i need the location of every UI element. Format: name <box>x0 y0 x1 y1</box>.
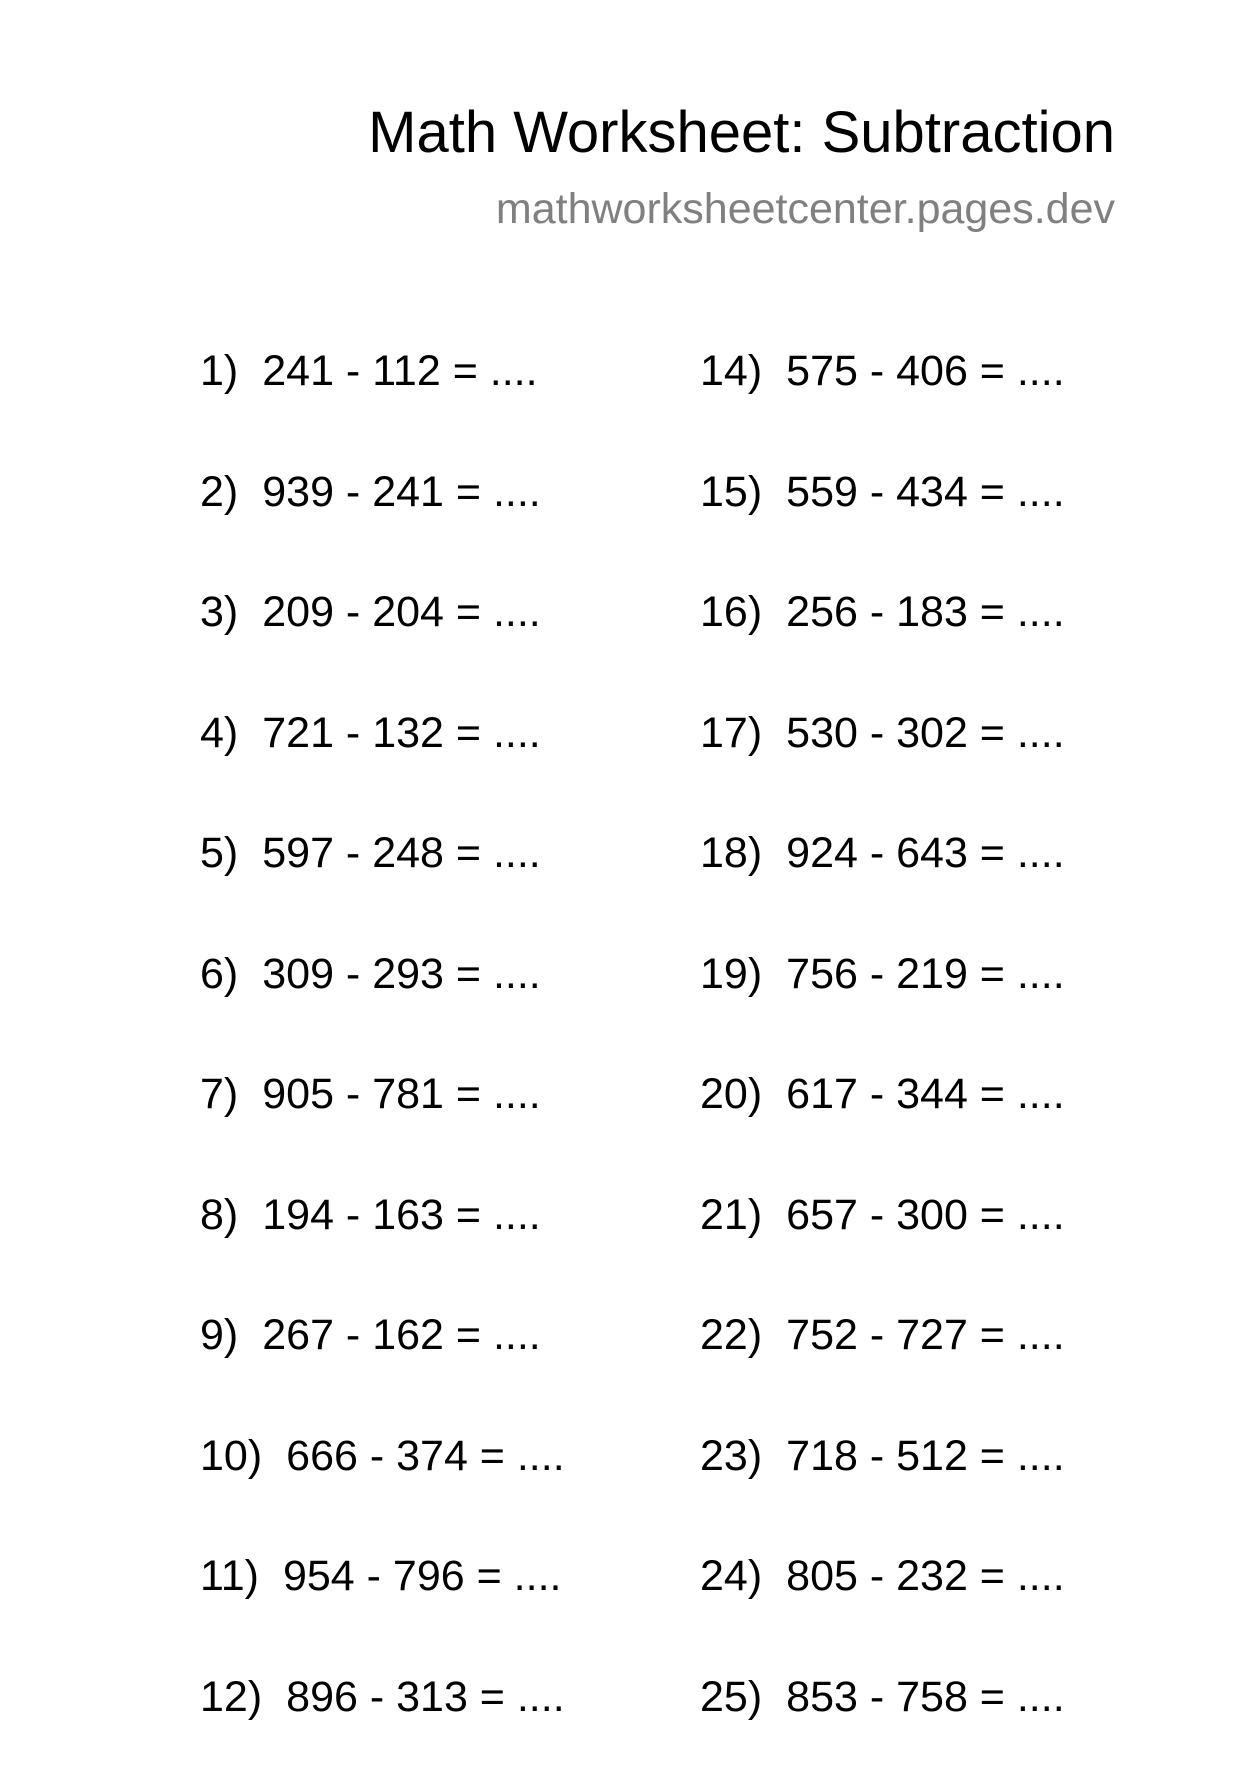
problem-expression: 721 - 132 = .... <box>262 709 541 757</box>
problem-expression: 666 - 374 = .... <box>286 1432 565 1480</box>
problem-item <box>700 1310 1220 1431</box>
problem-expression: 559 - 434 = .... <box>786 468 1065 516</box>
problem-number: 14) <box>700 346 762 396</box>
problem-item <box>200 467 720 588</box>
problem-column-left <box>200 346 720 1792</box>
problem-column-right <box>700 346 1220 1792</box>
problem-expression: 924 - 643 = .... <box>786 829 1065 877</box>
problem-expression: 241 - 112 = .... <box>262 347 537 395</box>
worksheet-header <box>368 98 1115 234</box>
problem-number: 16) <box>700 587 762 637</box>
problem-number: 7) <box>200 1069 238 1119</box>
problem-number: 22) <box>700 1310 762 1360</box>
problem-expression: 267 - 162 = .... <box>262 1311 541 1359</box>
problem-item <box>200 1190 720 1311</box>
problem-number: 25) <box>700 1672 762 1722</box>
problem-number: 6) <box>200 949 238 999</box>
problem-expression: 194 - 163 = .... <box>262 1191 541 1239</box>
problem-item <box>700 587 1220 708</box>
site-url: mathworksheetcenter.pages.dev <box>368 184 1115 234</box>
problem-item <box>200 1551 720 1672</box>
problem-number: 21) <box>700 1190 762 1240</box>
problem-item <box>200 708 720 829</box>
problem-expression: 530 - 302 = .... <box>786 709 1065 757</box>
problem-expression: 905 - 781 = .... <box>262 1070 541 1118</box>
problem-item <box>200 1672 720 1792</box>
problem-number: 9) <box>200 1310 238 1360</box>
problem-number: 3) <box>200 587 238 637</box>
problem-item <box>200 1431 720 1552</box>
problem-number: 11) <box>200 1551 259 1601</box>
problem-expression: 756 - 219 = .... <box>786 950 1065 998</box>
problem-number: 17) <box>700 708 762 758</box>
problem-expression: 657 - 300 = .... <box>786 1191 1065 1239</box>
problem-number: 2) <box>200 467 238 517</box>
problem-item <box>200 828 720 949</box>
problem-number: 20) <box>700 1069 762 1119</box>
problem-number: 5) <box>200 828 238 878</box>
problem-expression: 575 - 406 = .... <box>786 347 1065 395</box>
problem-item <box>700 1069 1220 1190</box>
problem-item <box>700 346 1220 467</box>
problem-number: 10) <box>200 1431 262 1481</box>
problem-expression: 597 - 248 = .... <box>262 829 541 877</box>
problem-item <box>700 949 1220 1070</box>
problem-expression: 209 - 204 = .... <box>262 588 541 636</box>
page-title: Math Worksheet: Subtraction <box>368 98 1115 168</box>
problem-item <box>700 1551 1220 1672</box>
problem-item <box>200 1069 720 1190</box>
problem-expression: 309 - 293 = .... <box>262 950 541 998</box>
problem-expression: 896 - 313 = .... <box>286 1673 565 1721</box>
problem-number: 15) <box>700 467 762 517</box>
problem-expression: 805 - 232 = .... <box>786 1552 1065 1600</box>
problem-number: 1) <box>200 346 238 396</box>
problem-item <box>700 467 1220 588</box>
problem-expression: 617 - 344 = .... <box>786 1070 1065 1118</box>
problem-number: 12) <box>200 1672 262 1722</box>
problem-item <box>200 587 720 708</box>
problem-item <box>200 346 720 467</box>
problem-item <box>700 1672 1220 1792</box>
problem-item <box>200 1310 720 1431</box>
problem-item <box>700 828 1220 949</box>
problem-item <box>700 1431 1220 1552</box>
problem-expression: 954 - 796 = .... <box>283 1552 562 1600</box>
problem-number: 18) <box>700 828 762 878</box>
problem-expression: 752 - 727 = .... <box>786 1311 1065 1359</box>
problem-item <box>700 708 1220 829</box>
problem-expression: 718 - 512 = .... <box>786 1432 1065 1480</box>
problem-expression: 256 - 183 = .... <box>786 588 1065 636</box>
problem-item <box>700 1190 1220 1311</box>
problem-number: 23) <box>700 1431 762 1481</box>
problem-number: 8) <box>200 1190 238 1240</box>
problem-item <box>200 949 720 1070</box>
problem-expression: 939 - 241 = .... <box>262 468 541 516</box>
problem-expression: 853 - 758 = .... <box>786 1673 1065 1721</box>
problem-number: 24) <box>700 1551 762 1601</box>
problem-number: 4) <box>200 708 238 758</box>
problem-number: 19) <box>700 949 762 999</box>
